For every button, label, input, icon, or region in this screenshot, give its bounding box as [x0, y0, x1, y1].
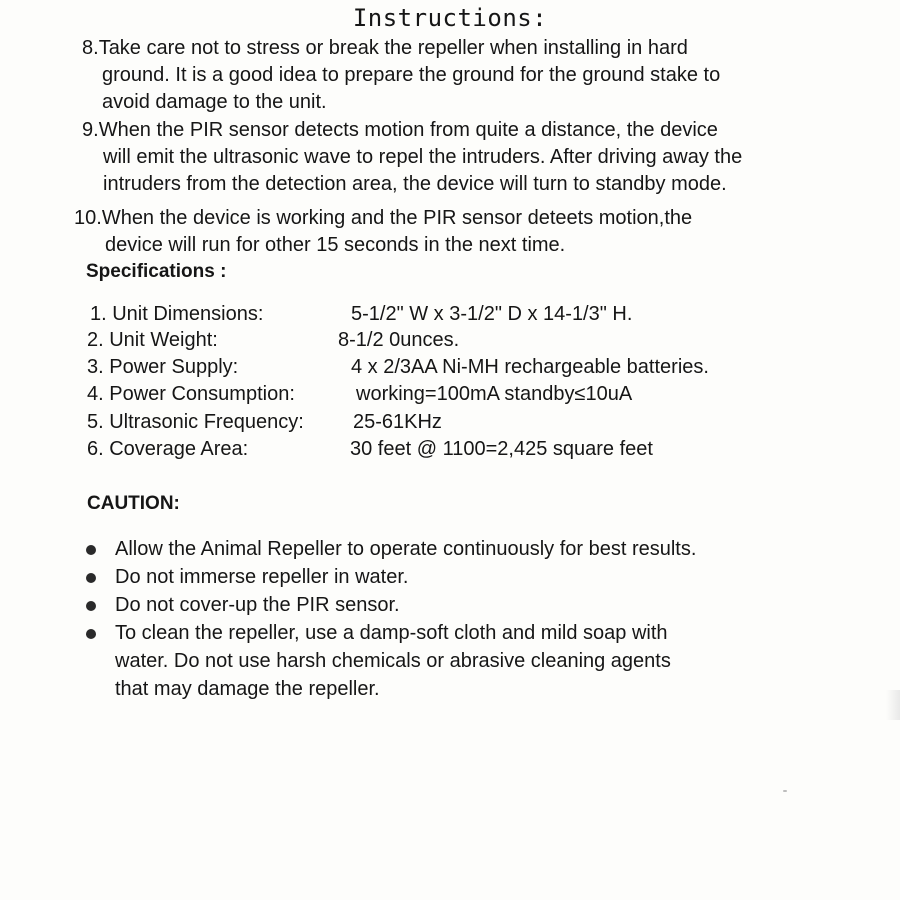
caution-text: Do not cover-up the PIR sensor.	[115, 594, 400, 616]
spec-label: 6. Coverage Area:	[87, 438, 249, 460]
page-title: Instructions:	[352, 4, 548, 32]
caution-line: water. Do not use harsh chemicals or abrasive cleaning agents	[115, 650, 671, 672]
instruction-item-9	[82, 117, 742, 198]
instruction-line	[82, 117, 742, 144]
instruction-item-8	[82, 35, 720, 116]
specifications-heading: Specifications :	[86, 261, 227, 282]
spec-value: 25-61KHz	[353, 411, 442, 433]
instruction-number: 10.	[74, 207, 102, 229]
instruction-line	[82, 35, 720, 62]
caution-heading: CAUTION:	[87, 493, 180, 514]
spec-value: 8-1/2 0unces.	[338, 329, 460, 351]
spec-label: 3. Power Supply:	[87, 356, 239, 378]
spec-label: 1. Unit Dimensions:	[90, 303, 264, 325]
bullet-icon	[86, 545, 96, 555]
caution-line: To clean the repeller, use a damp-soft cloth and mild soap with	[115, 622, 668, 644]
instruction-line: device will run for other 15 seconds in the next time.	[105, 234, 566, 256]
bullet-icon	[86, 601, 96, 611]
instruction-text: When the PIR sensor detects motion from quite a distance, the device	[98, 119, 718, 141]
bullet-icon	[86, 629, 96, 639]
instruction-number: 9.	[82, 119, 99, 141]
instruction-line: ground. It is a good idea to prepare the ground for the ground stake to	[102, 64, 721, 86]
caution-text: Do not immerse repeller in water.	[115, 566, 409, 588]
spec-label: 2. Unit Weight:	[87, 329, 218, 351]
spec-value: 4 x 2/3AA Ni-MH rechargeable batteries.	[351, 356, 709, 378]
instruction-line	[74, 205, 692, 232]
spec-value: 5-1/2" W x 3-1/2" D x 14-1/3" H.	[351, 303, 633, 325]
spec-value: working=100mA standby≤10uA	[356, 383, 633, 405]
bullet-icon	[86, 573, 96, 583]
spec-value: 30 feet @ 1100=2,425 square feet	[350, 438, 653, 460]
instruction-line: avoid damage to the unit.	[102, 91, 327, 113]
scan-speck	[783, 790, 787, 792]
instruction-text: Take care not to stress or break the repeller when installing in hard	[98, 37, 688, 59]
caution-text: Allow the Animal Repeller to operate continuously for best results.	[115, 538, 697, 560]
edge-shadow	[886, 690, 900, 720]
instruction-line: will emit the ultrasonic wave to repel the intruders. After driving away the	[103, 146, 743, 168]
spec-label: 5. Ultrasonic Frequency:	[87, 411, 304, 433]
spec-label: 4. Power Consumption:	[87, 383, 295, 405]
instruction-line: intruders from the detection area, the device will turn to standby mode.	[103, 173, 727, 195]
caution-text	[115, 619, 671, 703]
caution-line: that may damage the repeller.	[115, 678, 380, 700]
instruction-item-10	[74, 205, 692, 259]
instruction-number: 8.	[82, 37, 99, 59]
instruction-text: When the device is working and the PIR sensor deteets motion,the	[101, 207, 693, 229]
